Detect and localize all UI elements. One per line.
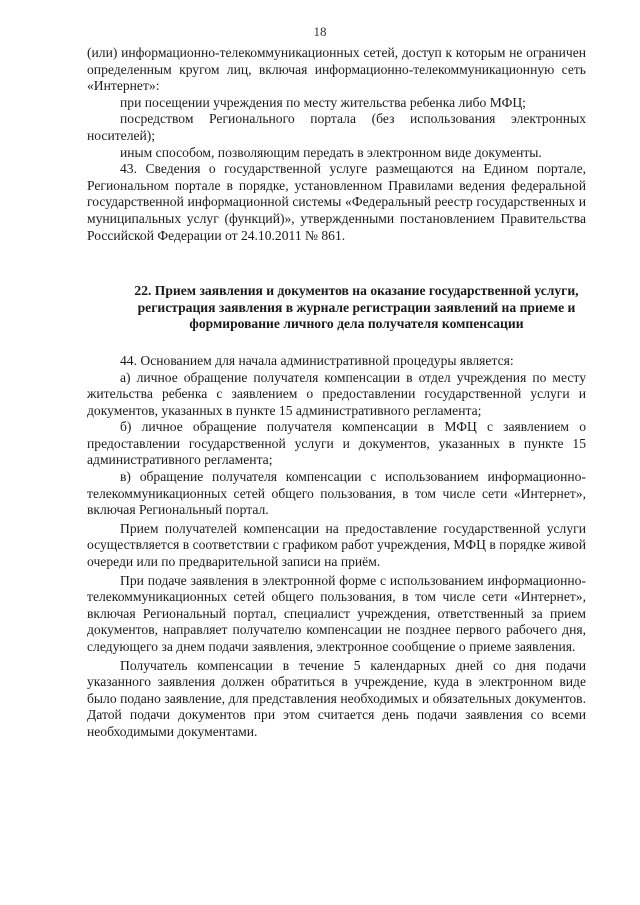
page-number: 18	[313, 24, 327, 39]
paragraph-44: 44. Основанием для начала административной процедуры является:	[120, 352, 514, 368]
paragraph-portal-option: посредством Регионального портала (без использования электронных носителей);	[87, 111, 586, 143]
paragraph-44-v: в) обращение получателя компенсации с использованием информационно-телекоммуникационных сетей общего пользования, в том числе сети «Интернет», включая Региональный портал.	[87, 469, 586, 518]
document-body	[87, 45, 586, 741]
paragraph-43: 43. Сведения о государственной услуге размещаются на Едином портале, Региональном портале в порядке, установленном Правилами ведения федеральной государственной информационной системы «Федеральный реестр государственных и муниципальных услуг (функций)», утвержденными постановлением Правительства Российской Федерации от 24.10.2011 № 861.	[87, 161, 586, 243]
paragraph-44-a: а) личное обращение получателя компенсации в отдел учреждения по месту жительства ребенка с заявлением о предоставлении государственной услуги и документов, указанных в пункте 15 административного регламента;	[87, 369, 586, 418]
paragraph-visit-option: при посещении учреждения по месту жительства ребенка либо МФЦ;	[120, 94, 526, 110]
paragraph-other-option: иным способом, позволяющим передать в электронном виде документы.	[120, 144, 542, 160]
paragraph-access-continuation: (или) информационно-телекоммуникационных сетей, доступ к которым не ограничен определенным кругом лиц, включая информационно-телекоммуникационную сеть «Интернет»:	[87, 45, 586, 94]
paragraph-electronic-submission: При подаче заявления в электронной форме с использованием информационно-телекоммуникационных сетей общего пользования, в том числе сети «Интернет», включая Региональный портал, специалист учреждения, ответственный за прием документов, направляет получателю компенсации не позднее первого рабочего дня, следующего за днем подачи заявления, электронное сообщение о приеме заявления.	[87, 572, 586, 654]
paragraph-reception-schedule: Прием получателей компенсации на предоставление государственной услуги осуществляется в соответствии с графиком работ учреждения, МФЦ в порядке живой очереди или по предварительной записи на приём.	[87, 520, 586, 570]
paragraph-five-days: Получатель компенсации в течение 5 календарных дней со дня подачи указанного заявления должен обратиться в учреждение, куда в электронном виде было подано заявление, для представления необходимых и обязательных документов. Датой подачи документов при этом считается день подачи заявления со всеми необходимыми документами.	[87, 657, 586, 739]
section-heading-22: 22. Прием заявления и документов на оказание государственной услуги, регистрация заявления в журнале регистрации заявлений на приеме и формирование личного дела получателя компенсации	[134, 283, 579, 332]
paragraph-44-b: б) личное обращение получателя компенсации в МФЦ с заявлением о предоставлении государственной услуги и документов, указанных в пункте 15 административного регламента;	[87, 419, 586, 468]
